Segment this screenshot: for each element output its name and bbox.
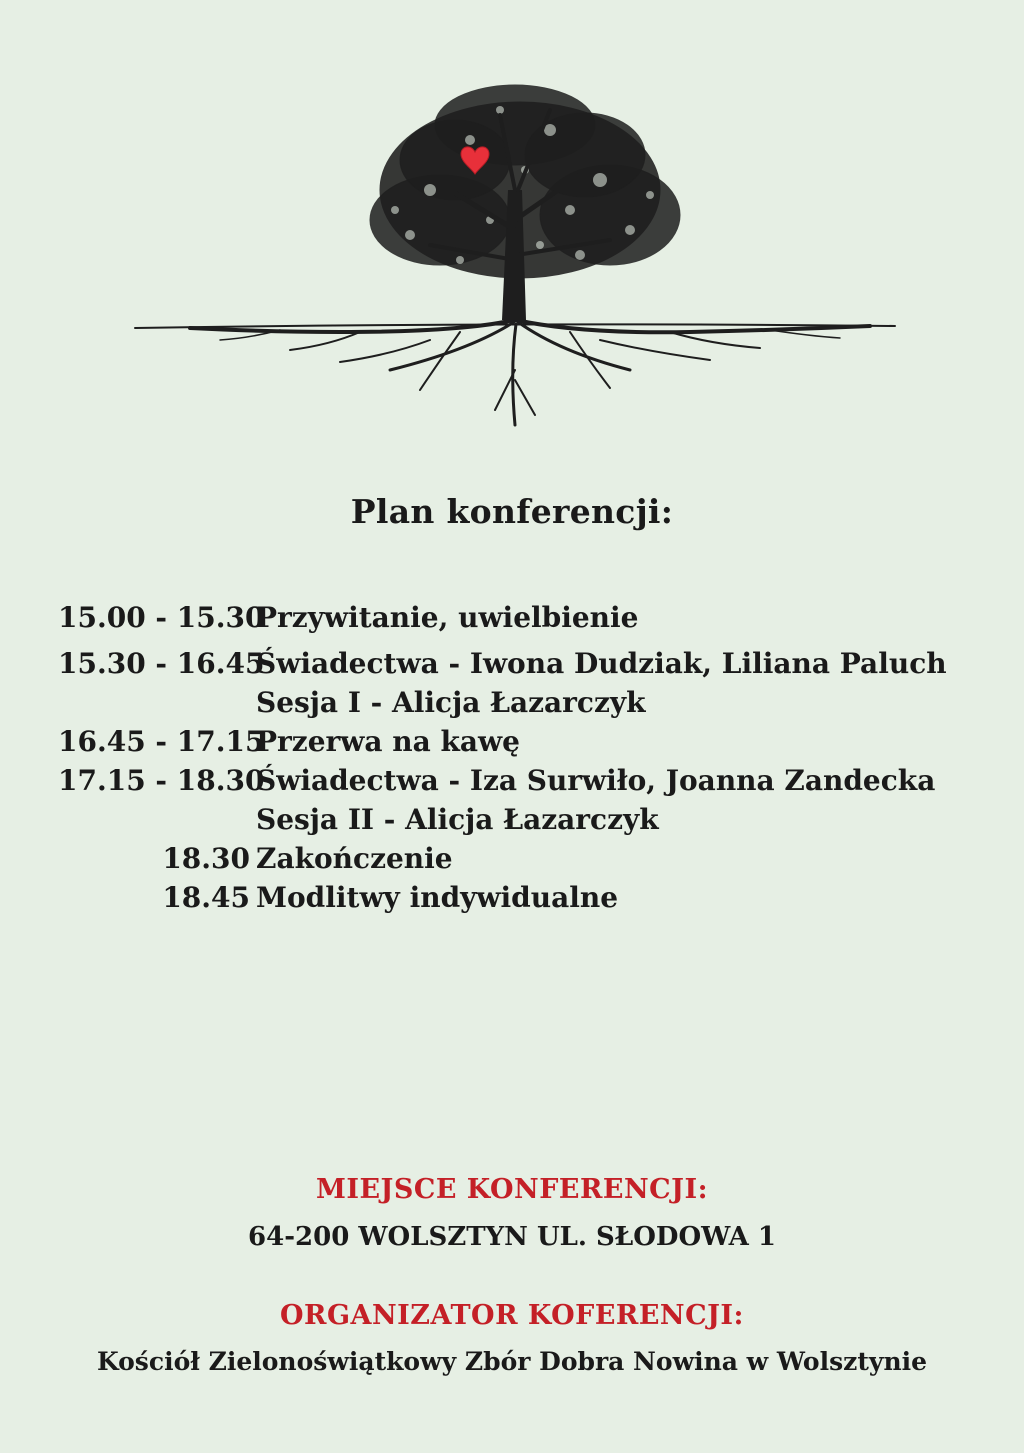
venue-address: 64-200 WOLSZTYN UL. SŁODOWA 1 [248,1222,776,1252]
schedule-time [58,683,250,722]
schedule-time: 15.00 - 15.30 [58,601,265,634]
schedule-description: Przywitanie, uwielbienie [256,601,639,634]
schedule-description: Przerwa na kawę [256,725,520,758]
schedule-time: 17.15 - 18.30 [58,764,265,797]
organizer-name: Kościół Zielonoświątkowy Zbór Dobra Nowina w Wolsztynie [96,1347,928,1376]
schedule-description: Świadectwa - Iwona Dudziak, Liliana Paluch [256,647,947,680]
venue-heading: MIEJSCE KONFERENCJI: [315,1174,709,1205]
schedule-row [58,878,998,917]
page-title: Plan konferencji: [350,492,674,531]
schedule-row [58,683,998,722]
organizer-heading: ORGANIZATOR KOFERENCJI: [280,1300,744,1331]
schedule-time: 18.30 [162,842,250,875]
schedule-time [58,800,250,839]
schedule-description: Świadectwa - Iza Surwiło, Joanna Zandecka [256,764,936,797]
schedule-time: 16.45 - 17.15 [58,725,265,758]
schedule-time: 15.30 - 16.45 [58,647,265,680]
schedule-row [58,839,998,878]
schedule-description: Zakończenie [256,842,453,875]
schedule-time: 18.45 [162,881,250,914]
schedule-row [58,722,998,761]
tree-illustration [130,70,900,435]
schedule-row [58,800,998,839]
schedule-row [58,644,998,683]
schedule-row [58,761,998,800]
schedule-description: Sesja I - Alicja Łazarczyk [256,686,646,719]
schedule-description: Sesja II - Alicja Łazarczyk [256,803,659,836]
schedule-row [58,598,998,637]
schedule-list [58,598,998,917]
schedule-description: Modlitwy indywidualne [256,881,619,914]
tree-icon [130,70,900,435]
